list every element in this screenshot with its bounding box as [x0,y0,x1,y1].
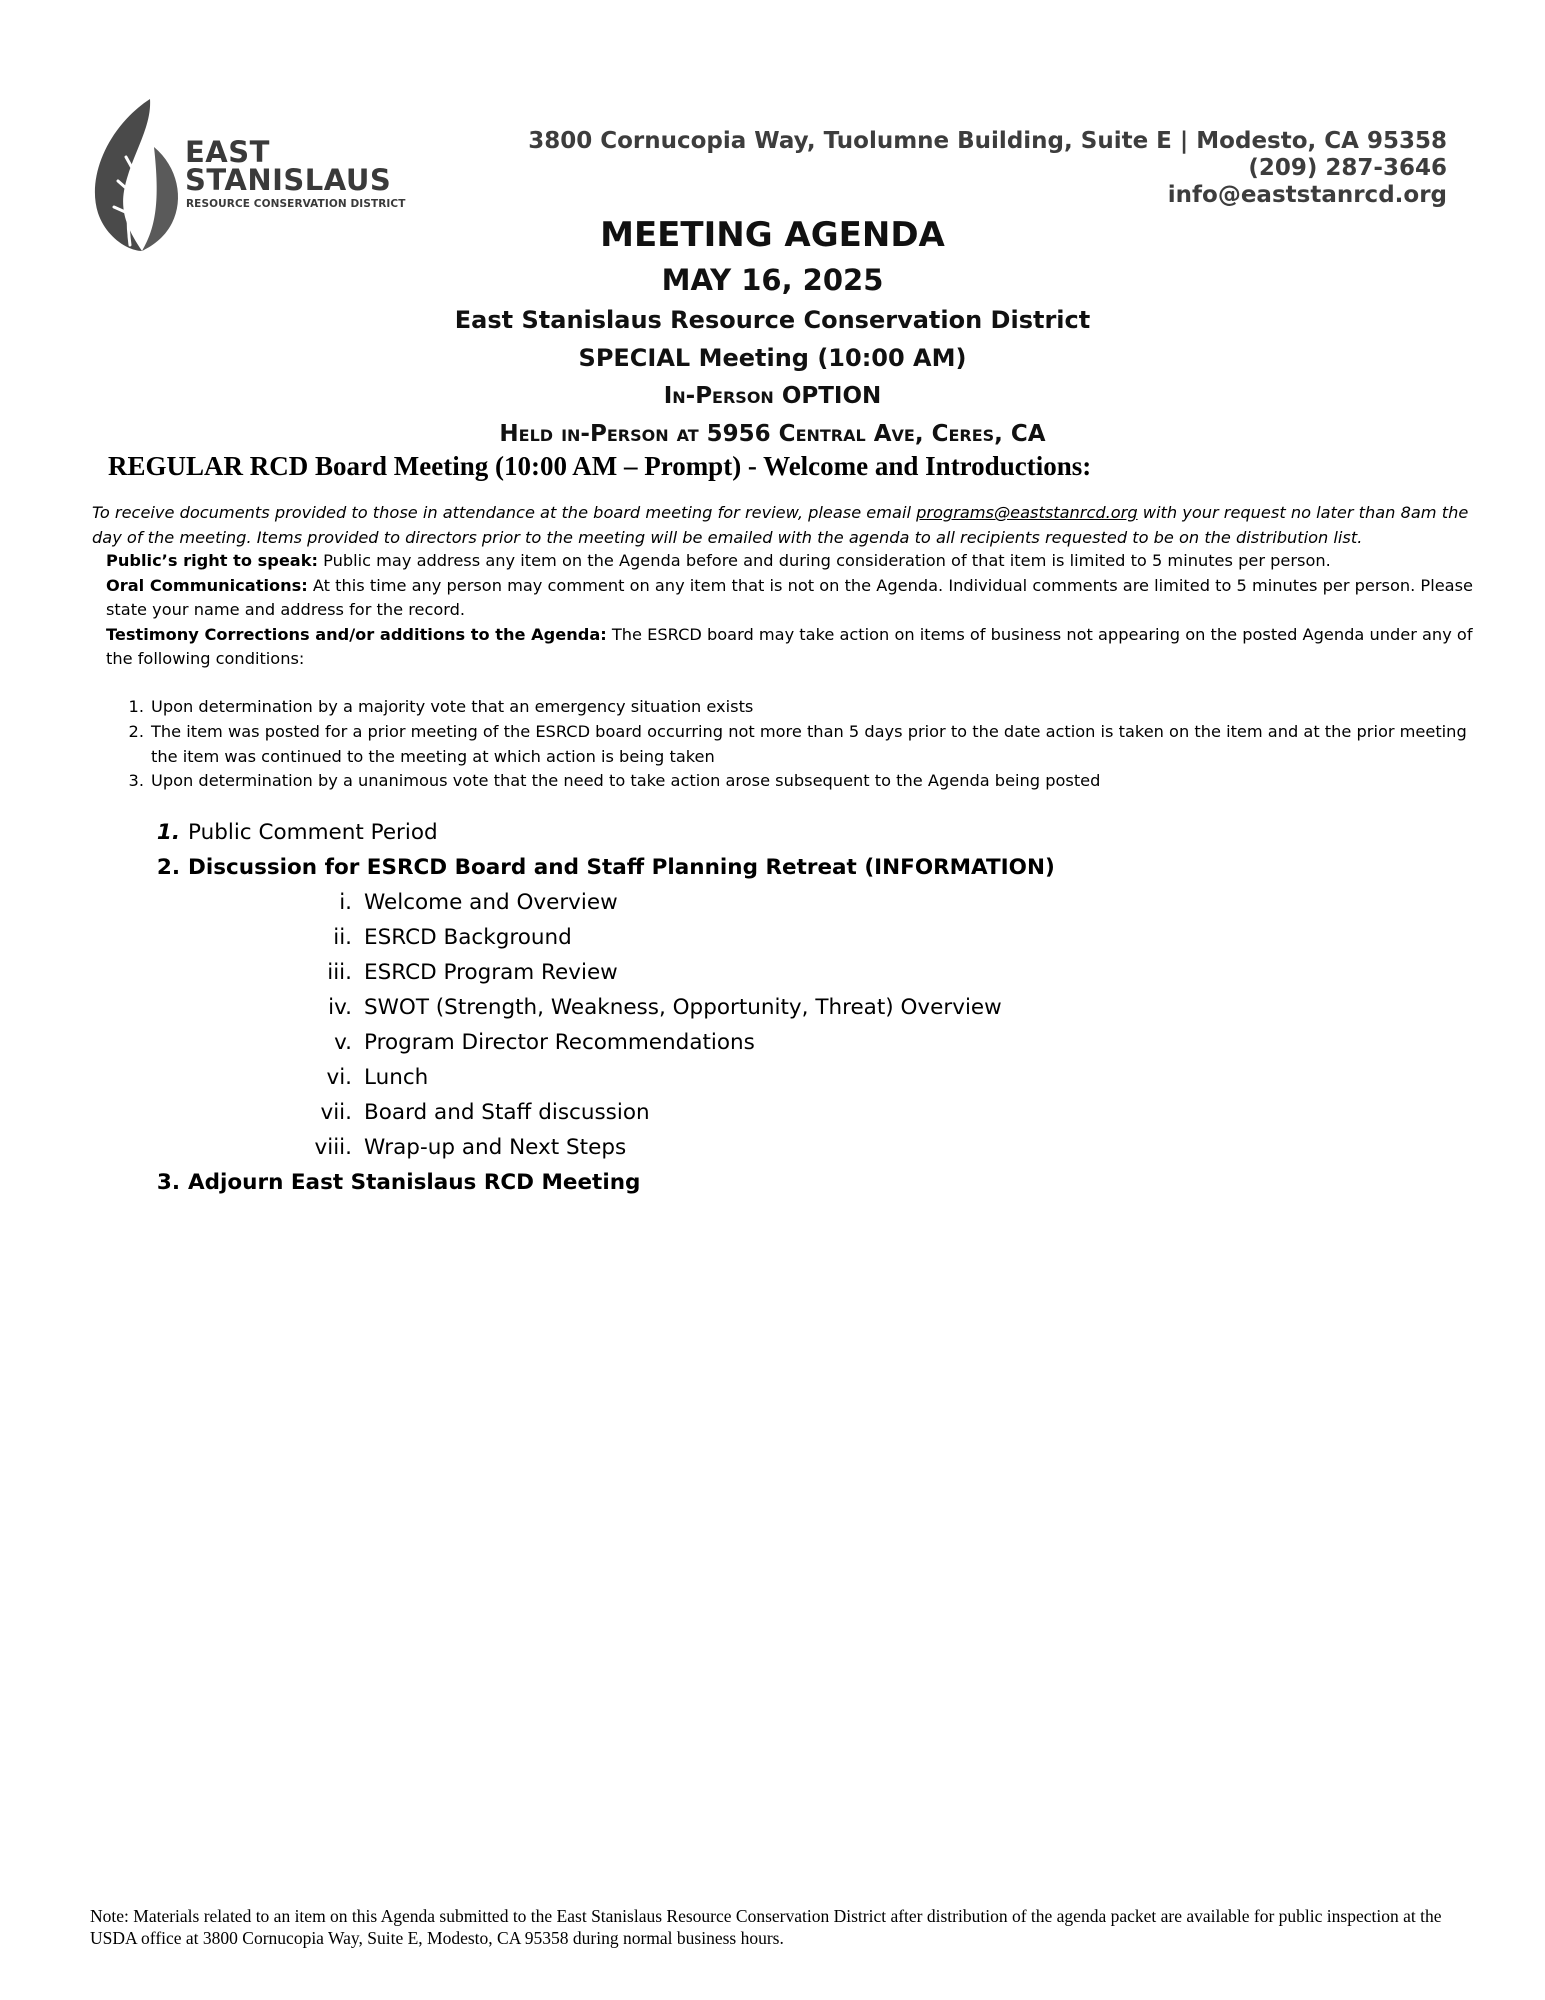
testimony-rule [106,623,1486,672]
condition-text: Upon determination by a majority vote that an emergency situation exists [151,697,754,716]
subitem-label: Welcome and Overview [364,890,618,915]
logo-text-east: EAST [185,135,270,169]
oral-label: Oral Communications: [106,575,308,595]
footer-note: Note: Materials related to an item on this Agenda submitted to the East Stanislaus Resource Conservation District after distribution of the agenda packet are available for public inspection at the USDA office at 3800 Cornucopia Way, Suite E, Modesto, CA 95358 during normal business hours. [90,1906,1442,1948]
agenda-item-label: Public Comment Period [188,820,438,845]
subitem-number: v. [334,1030,352,1055]
contact-phone: (209) 287-3646 [1248,155,1447,181]
intro-paragraph [92,500,1472,550]
page-title: MEETING AGENDA [600,215,945,255]
testimony-label: Testimony Corrections and/or additions to the Agenda: [106,624,607,644]
intro-text-after: with your request no later than 8am the day of the meeting. Items provided to directors prior to the meeting will be emailed with the agenda to all recipients requested to be on the distribution list. [92,503,1469,547]
contact-block [528,128,1447,209]
meeting-location: Held in-Person at 5956 Central Ave, Ceres, CA [499,421,1046,447]
subitem-label: Lunch [364,1065,429,1090]
oral-text: At this time any person may comment on any item that is not on the Agenda. Individual comments are limited to 5 minutes per person. Please state your name and address for the record. [106,575,1473,619]
condition-number: 1. [128,697,144,716]
subitem-label: Program Director Recommendations [364,1030,755,1055]
attendance-option: In-Person OPTION [663,383,882,409]
agenda-item-label: Discussion for ESRCD Board and Staff Planning Retreat (INFORMATION) [188,855,1055,880]
agenda-item-number: 3. [156,1170,180,1195]
subitem-number: vi. [326,1065,352,1090]
contact-email: info@eaststanrcd.org [1167,182,1447,208]
agenda-item-label: Adjourn East Stanislaus RCD Meeting [188,1170,641,1195]
intro-text-before: To receive documents provided to those in attendance at the board meeting for review, please email [92,503,917,522]
contact-address: 3800 Cornucopia Way, Tuolumne Building, Suite E | Modesto, CA 95358 [528,128,1447,154]
testimony-text: The ESRCD board may take action on items of business not appearing on the posted Agenda under any of the following conditions: [106,624,1473,668]
public-rules [106,549,1486,672]
speak-text: Public may address any item on the Agenda before and during consideration of that item is limited to 5 minutes per person. [317,551,1331,570]
speak-label: Public’s right to speak: [106,551,318,570]
condition-number: 2. [128,722,144,741]
subitem-number: viii. [314,1135,352,1160]
condition-text: Upon determination by a unanimous vote that the need to take action arose subsequent to the Agenda being posted [151,771,1101,790]
logo-text-rcd: RESOURCE CONSERVATION DISTRICT [186,198,406,210]
subitem-label: Wrap-up and Next Steps [364,1135,627,1160]
programs-email-link[interactable]: programs@eaststanrcd.org [916,503,1138,522]
subitem-number: iii. [327,960,352,985]
subitem-label: SWOT (Strength, Weakness, Opportunity, Threat) Overview [364,995,1002,1020]
agenda-item-number: 1. [156,820,180,845]
subitem-label: ESRCD Background [364,925,572,950]
condition-text: The item was posted for a prior meeting of the ESRCD board occurring not more than 5 days prior to the date action is taken on the item and at the prior meeting the item was continued to the meeting at which action is being taken [151,722,1467,766]
meeting-type: SPECIAL Meeting (10:00 AM) [578,344,967,372]
subitem-number: i. [339,890,352,915]
meeting-date: MAY 16, 2025 [661,263,884,297]
logo-text-stanislaus: STANISLAUS [185,163,392,197]
regular-meeting-heading: REGULAR RCD Board Meeting (10:00 AM – Prompt) - Welcome and Introductions: [108,451,1092,481]
subitem-label: ESRCD Program Review [364,960,618,985]
agenda-item-number: 2. [156,855,180,880]
subitem-number: ii. [333,925,352,950]
subitem-number: vii. [320,1100,352,1125]
subitem-label: Board and Staff discussion [364,1100,650,1125]
subitem-number: iv. [328,995,352,1020]
condition-number: 3. [128,771,144,790]
speak-rule [106,549,1486,574]
organization-name: East Stanislaus Resource Conservation District [454,306,1091,334]
oral-rule [106,574,1486,623]
